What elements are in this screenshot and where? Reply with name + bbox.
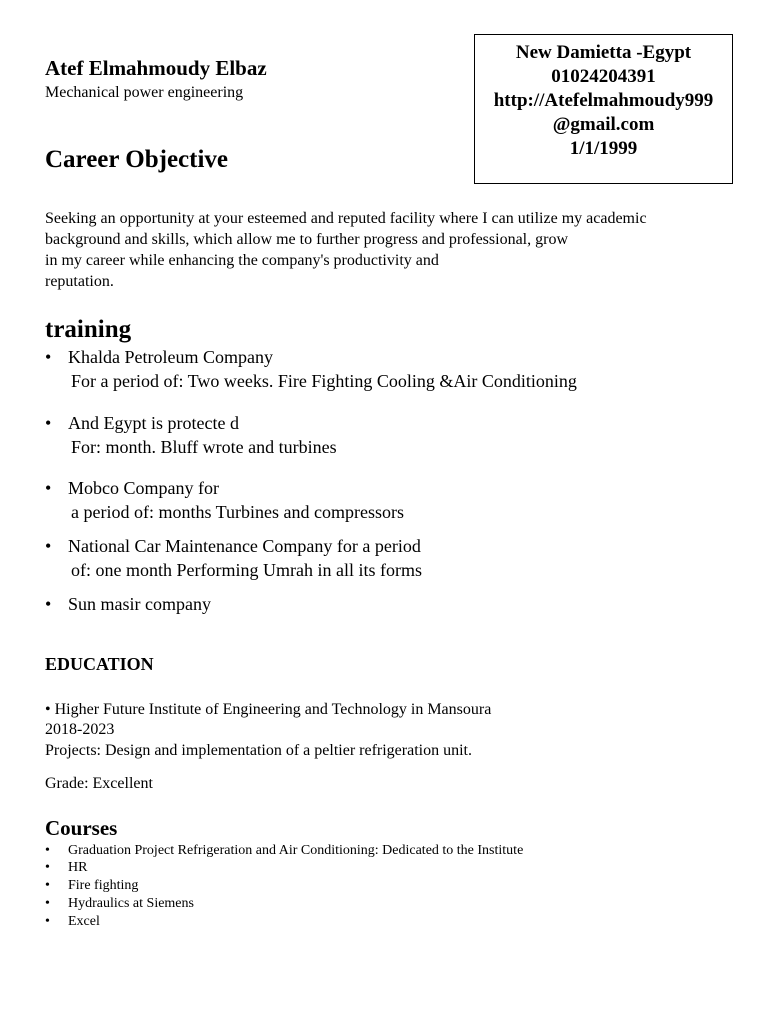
objective-line: in my career while enhancing the company's productivity and	[45, 252, 439, 269]
contact-address: New Damietta -Egypt	[515, 42, 692, 63]
training-company: Khalda Petroleum Company	[68, 347, 273, 367]
bullet-icon: •	[45, 896, 50, 911]
bullet-icon: •	[45, 843, 50, 858]
contact-birthdate: 1/1/1999	[569, 138, 638, 159]
course-name: HR	[68, 860, 88, 875]
training-detail: a period of: months Turbines and compressors	[71, 502, 404, 522]
course-name: Excel	[68, 914, 100, 929]
contact-phone: 01024204391	[551, 66, 656, 87]
bullet-icon: •	[45, 878, 50, 893]
bullet-icon: •	[45, 594, 52, 614]
training-detail: of: one month Performing Umrah in all its forms	[71, 560, 422, 580]
education-years: 2018-2023	[45, 721, 115, 738]
education-grade: Grade: Excellent	[45, 775, 153, 792]
education-institute: • Higher Future Institute of Engineering and Technology in Mansoura	[45, 701, 492, 718]
courses-heading: Courses	[45, 816, 118, 840]
course-name: Hydraulics at Siemens	[68, 896, 194, 911]
course-name: Fire fighting	[68, 878, 139, 893]
training-company: Mobco Company for	[68, 478, 219, 498]
objective-line: Seeking an opportunity at your esteemed and reputed facility where I can utilize my academic	[45, 210, 647, 227]
bullet-icon: •	[45, 914, 50, 929]
bullet-icon: •	[45, 347, 52, 367]
contact-email-part2: @gmail.com	[552, 114, 655, 135]
bullet-icon: •	[45, 536, 52, 556]
training-company: National Car Maintenance Company for a period	[68, 536, 421, 556]
career-objective-text	[45, 208, 735, 292]
training-detail: For a period of: Two weeks. Fire Fighting Cooling &Air Conditioning	[71, 371, 577, 391]
training-heading: training	[45, 316, 132, 343]
contact-email-part1: http://Atefelmahmoudy999	[493, 90, 714, 111]
contact-info-box	[474, 34, 733, 184]
training-company: Sun masir company	[68, 594, 211, 614]
education-projects: Projects: Design and implementation of a peltier refrigeration unit.	[45, 742, 472, 759]
objective-line: background and skills, which allow me to further progress and professional, grow	[45, 231, 568, 248]
objective-line: reputation.	[45, 273, 114, 290]
bullet-icon: •	[45, 413, 52, 433]
applicant-specialty: Mechanical power engineering	[45, 84, 244, 101]
training-detail: For: month. Bluff wrote and turbines	[71, 437, 337, 457]
training-company: And Egypt is protecte d	[68, 413, 239, 433]
bullet-icon: •	[45, 478, 52, 498]
bullet-icon: •	[45, 860, 50, 875]
career-objective-heading: Career Objective	[45, 146, 229, 173]
applicant-name: Atef Elmahmoudy Elbaz	[45, 56, 267, 80]
education-heading: EDUCATION	[45, 654, 154, 674]
course-name: Graduation Project Refrigeration and Air Conditioning: Dedicated to the Institute	[68, 843, 524, 858]
